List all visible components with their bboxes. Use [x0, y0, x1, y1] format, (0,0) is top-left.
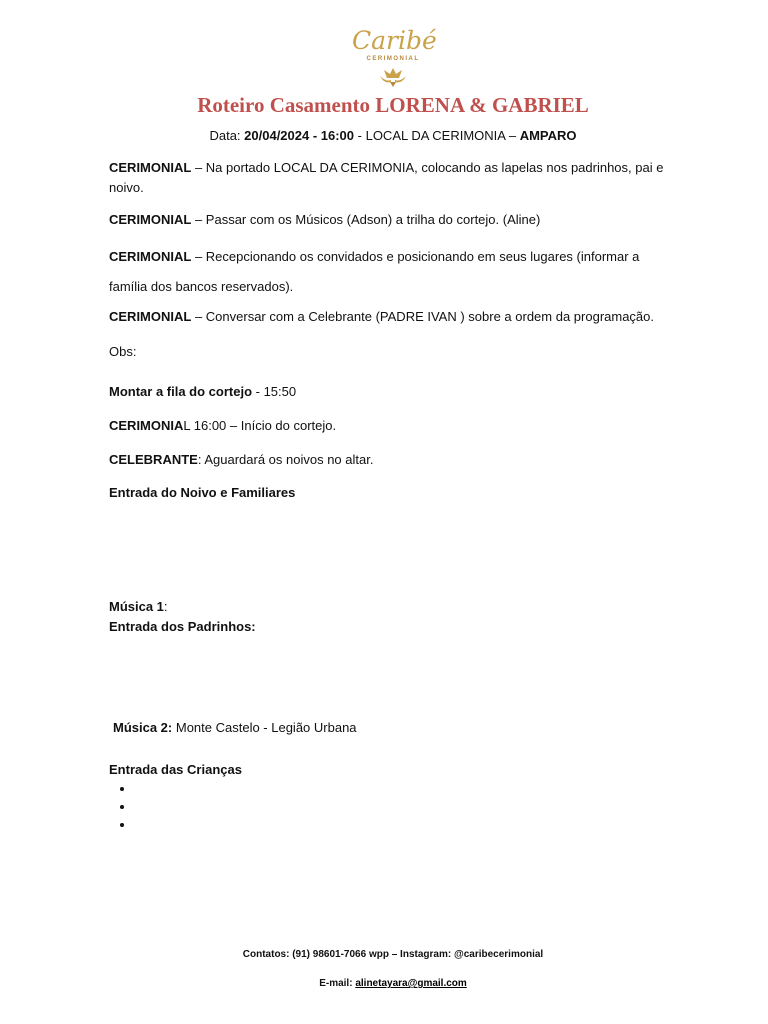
musica-1-text: :: [163, 599, 168, 614]
montar-fila: [109, 382, 681, 402]
logo-subtitle: CERIMONIAL: [366, 56, 420, 62]
paragraph-text: – Conversar com a Celebrante (PADRE IVAN ) sobre a ordem da programação.: [191, 309, 655, 324]
musica-2-text: Monte Castelo - Legião Urbana: [172, 720, 357, 735]
inicio-label: CERIMONIA: [109, 418, 184, 433]
crown-wings-icon: [378, 64, 408, 88]
musica-2-label: Música 2:: [113, 720, 173, 735]
paragraph-text: – Recepcionando os convidados e posicionando em seus lugares (informar a família dos bancos reservados).: [109, 249, 640, 294]
email-link[interactable]: alinetayara@gmail.com: [355, 978, 467, 989]
paragraph-cerimonial-1: [109, 158, 681, 198]
email-label: E-mail:: [319, 978, 356, 989]
date-separator: - LOCAL DA CERIMONIA –: [354, 128, 520, 143]
inicio-cortejo: [109, 416, 681, 436]
date-line: [0, 128, 768, 143]
musica-1-label: Música 1: [109, 599, 164, 614]
celebrante-label: CELEBRANTE: [109, 452, 198, 467]
section-heading-noivo: [109, 483, 681, 503]
location: AMPARO: [519, 128, 577, 143]
logo: [352, 26, 437, 90]
date-time: 20/04/2024 - 16:00: [244, 128, 355, 143]
footer-contacts: Contatos: (91) 98601-7066 wpp – Instagram: @caribecerimonial: [242, 949, 544, 960]
montar-label: Montar a fila do cortejo: [109, 384, 253, 399]
paragraph-cerimonial-4: [109, 307, 681, 327]
role-label: CERIMONIAL: [109, 309, 192, 324]
paragraph-cerimonial-3: [109, 242, 681, 302]
heading-text: Entrada dos Padrinhos:: [109, 619, 256, 634]
celebrante-text: : Aguardará os noivos no altar.: [197, 452, 374, 467]
date-label: Data:: [209, 128, 245, 143]
musica-2: [113, 718, 685, 738]
role-label: CERIMONIAL: [109, 249, 192, 264]
heading-text: Entrada das Crianças: [109, 762, 242, 777]
celebrante-line: [109, 450, 681, 470]
role-label: CERIMONIAL: [109, 212, 192, 227]
children-list: [109, 780, 135, 834]
paragraph-text: – Na portado LOCAL DA CERIMONIA, colocando as lapelas nos padrinhos, pai e noivo.: [109, 160, 664, 195]
footer-email: [0, 978, 768, 989]
montar-time: - 15:50: [252, 384, 297, 399]
paragraph-cerimonial-2: [109, 210, 681, 230]
paragraph-text: – Passar com os Músicos (Adson) a trilha do cortejo. (Aline): [191, 212, 541, 227]
obs-label: Obs:: [109, 344, 137, 359]
musica-1: [109, 597, 681, 617]
logo-script: Caribé: [352, 26, 437, 55]
section-heading-padrinhos: [109, 617, 681, 637]
role-label: CERIMONIAL: [109, 160, 192, 175]
inicio-text: L 16:00 – Início do cortejo.: [183, 418, 337, 433]
section-heading-criancas: [109, 760, 681, 780]
page-title: Roteiro Casamento LORENA & GABRIEL: [197, 93, 589, 117]
heading-text: Entrada do Noivo e Familiares: [109, 485, 296, 500]
